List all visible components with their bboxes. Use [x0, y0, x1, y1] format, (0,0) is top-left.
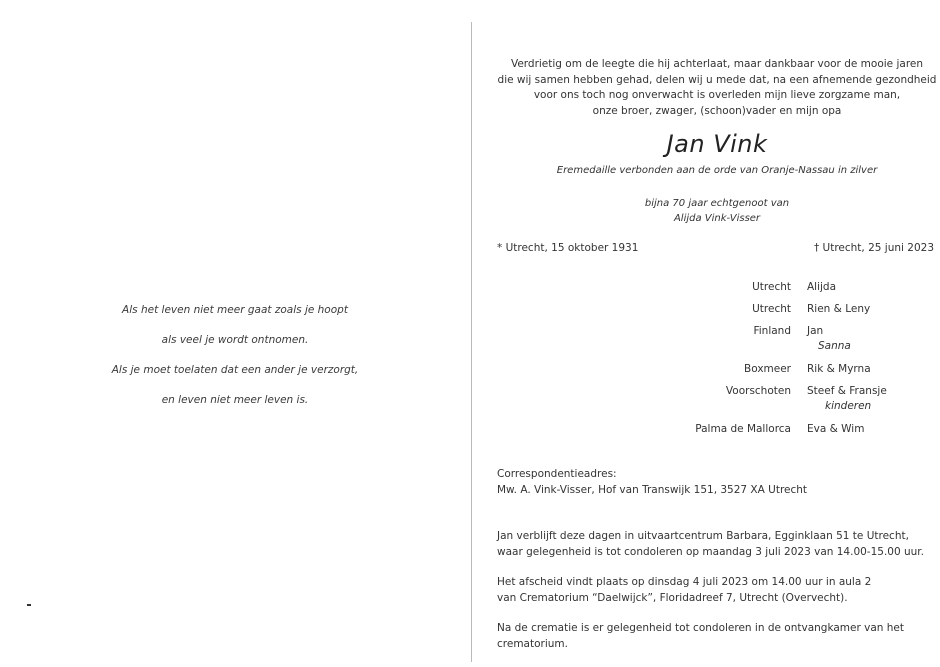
family-sub: Sanna — [818, 340, 851, 352]
poem-line: Als je moet toelaten dat een ander je verzorgt, — [111, 364, 359, 376]
family-place: Finland — [753, 325, 791, 337]
after-line: crematorium. — [497, 638, 568, 650]
poem-line: Als het leven niet meer gaat zoals je hoopt — [122, 304, 348, 316]
deceased-name: Jan Vink — [666, 130, 768, 158]
family-sub: kinderen — [825, 400, 872, 412]
family-names: Steef & Fransje — [807, 385, 887, 397]
farewell-info — [497, 574, 937, 606]
family-names: Eva & Wim — [807, 423, 865, 435]
intro-line: die wij samen hebben gehad, delen wij u mede dat, na een afnemende gezondheid — [497, 73, 937, 86]
spouse-name: Alijda Vink-Visser — [673, 213, 761, 224]
family-names: Alijda — [807, 281, 837, 293]
poem-line: en leven niet meer leven is. — [161, 394, 309, 406]
farewell-line: van Crematorium “Daelwijck”, Floridadreef 7, Utrecht (Overvecht). — [497, 592, 848, 604]
spouse-line: bijna 70 jaar echtgenoot van — [644, 198, 790, 209]
after-line: Na de crematie is er gelegenheid tot condoleren in de ontvangkamer van het — [497, 622, 904, 634]
farewell-line: Het afscheid vindt plaats op dinsdag 4 juli 2023 om 14.00 uur in aula 2 — [497, 576, 872, 588]
spouse-block — [497, 196, 937, 226]
intro-text — [497, 57, 937, 119]
poem — [95, 295, 375, 415]
after-info — [497, 620, 937, 652]
stay-info — [497, 528, 937, 560]
intro-line: Verdrietig om de leegte die hij achterlaat, maar dankbaar voor de mooie jaren — [510, 58, 924, 70]
family-place: Palma de Mallorca — [695, 423, 791, 435]
correspondence-label: Correspondentieadres: — [497, 468, 617, 480]
intro-line: voor ons toch nog onverwacht is overleden mijn lieve zorgzame man, — [533, 89, 901, 101]
family-place: Boxmeer — [744, 363, 791, 375]
correspondence-address: Mw. A. Vink-Visser, Hof van Transwijk 151, 3527 XA Utrecht — [497, 484, 808, 496]
fold-line — [471, 22, 472, 662]
stay-line: waar gelegenheid is tot condoleren op maandag 3 juli 2023 van 14.00-15.00 uur. — [497, 546, 924, 558]
family-place: Utrecht — [752, 303, 791, 315]
family-names: Rik & Myrna — [807, 363, 871, 375]
family-place: Voorschoten — [725, 385, 791, 397]
intro-line: onze broer, zwager, (schoon)vader en mijn opa — [592, 104, 842, 117]
award-line: Eremedaille verbonden aan de orde van Oranje-Nassau in zilver — [556, 165, 878, 176]
stay-line: Jan verblijft deze dagen in uitvaartcentrum Barbara, Egginklaan 51 te Utrecht, — [497, 530, 909, 542]
ink-speck — [27, 604, 31, 606]
poem-line: als veel je wordt ontnomen. — [161, 334, 309, 346]
family-names: Jan — [807, 325, 824, 337]
birth-date: * Utrecht, 15 oktober 1931 — [497, 242, 639, 254]
correspondence-block — [497, 466, 937, 498]
death-date: † Utrecht, 25 juni 2023 — [813, 242, 934, 254]
family-place: Utrecht — [752, 281, 791, 293]
family-names: Rien & Leny — [807, 303, 871, 315]
